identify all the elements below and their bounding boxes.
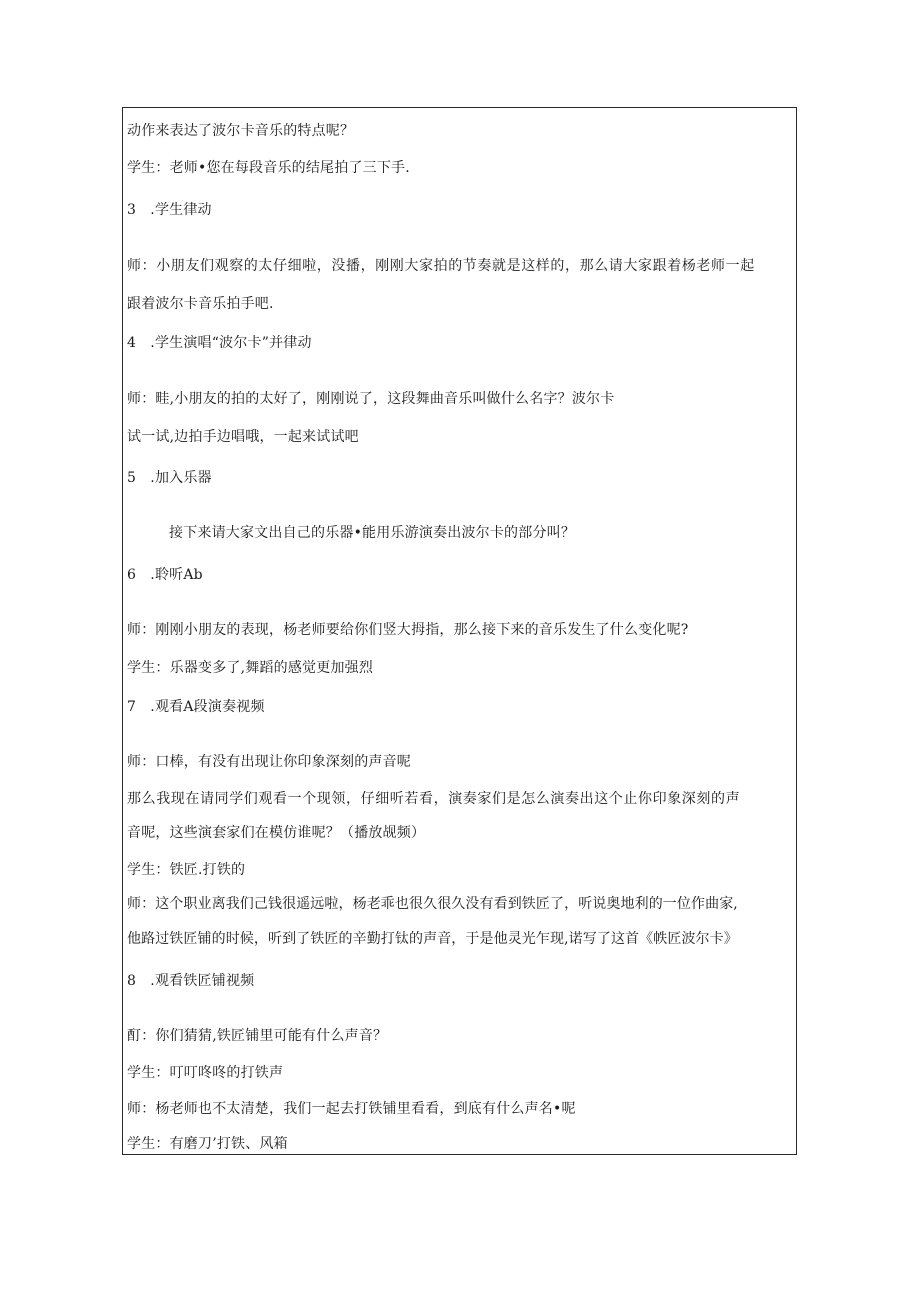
text-line-11: 师：口棒，有没有出现让你印象深刻的声音呢	[127, 754, 411, 770]
lesson-table-cell	[122, 107, 797, 1155]
text-line-18: 学生：叮叮咚咚的打铁声	[127, 1065, 284, 1081]
section-heading-3: 3 .学生律动	[127, 202, 212, 218]
text-line-16: 他路过铁匠铺的时候，听到了铁匠的辛勤打钛的声音，于是他灵光乍现,诺写了这首《帙匠波尔卡》	[127, 931, 738, 947]
text-line-1: 动作来表达了波尔卡音乐的特点呢？	[127, 123, 355, 139]
text-line-14: 学生：铁匠.打铁的	[127, 862, 246, 878]
text-line-15: 师：这个职业离我们己钱很遥远啦，杨老乖也很久很久没有看到铁匠了，听说奥地利的一位作曲家,	[127, 896, 738, 912]
text-line-5: 跟着波尔卡音乐拍手吧.	[127, 296, 274, 312]
section-heading-5: 5 .加入乐器	[127, 470, 212, 486]
text-line-10: 学生：乐器变多了,舞蹈的感觉更加强烈	[127, 660, 374, 676]
text-line-12: 那么我现在请同学们观看一个现领，仔细听若看，演奏家们是怎么演奏出这个止你印象深刻的声	[127, 791, 741, 807]
section-heading-4: 4 .学生演唱“波尔卡”并律动	[127, 335, 312, 351]
text-line-17: 酊：你们猜猜,铁匠铺里可能有什么声音？	[127, 1028, 388, 1044]
text-line-8: 接下来请大家文出自己的乐器•能用乐游演奏出波尔卡的部分叫？	[169, 525, 576, 541]
text-line-4: 师：小朋友们观察的太仔细啦，没播，刚刚大家拍的节奏就是这样的，那么请大家跟着杨老师一起	[127, 258, 755, 274]
text-line-13: 音呢，这些演套家们在模仿谁呢？（播放觇频）	[127, 825, 426, 841]
section-heading-7: 7 .观看A段演奏视频	[127, 699, 265, 715]
text-line-20: 学生：有磨刀’打铁、风箱	[127, 1136, 288, 1152]
text-line-9: 师：刚刚小朋友的表现，杨老师要给你们竖大拇指，那么接下来的音乐发生了什么变化呢?	[127, 622, 689, 638]
section-heading-6: 6 .聆听Ab	[127, 567, 203, 583]
text-line-7: 试一试,边拍手边唱哦，一起来试试吧	[127, 429, 359, 445]
text-line-2: 学生：老师•您在每段音乐的结尾拍了三下手.	[127, 160, 410, 176]
text-line-19: 师：杨老师也不太清楚，我们一起去打铁铺里看看，到底有什么声名•呢	[127, 1101, 576, 1117]
section-heading-8: 8 .观看铁匠铺视频	[127, 973, 255, 989]
text-line-6: 师：畦,小朋友的拍的太好了，刚刚说了，这段舞曲音乐叫做什么名字？波尔卡	[127, 391, 615, 407]
